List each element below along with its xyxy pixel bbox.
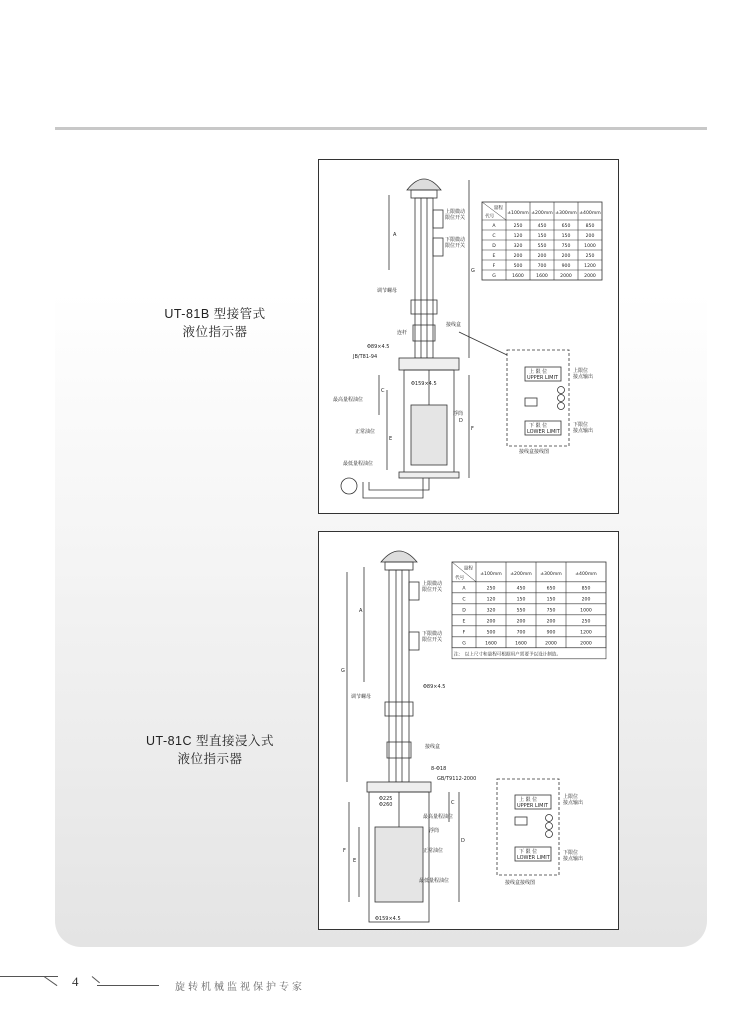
dim-d: D	[461, 838, 465, 844]
footer-tick-right	[92, 976, 100, 983]
product-title-line2: 液位指示器	[182, 325, 248, 339]
wiring-lower-cn: 下 限 位	[529, 423, 548, 429]
callout-max-level: 最高量程油位	[423, 814, 454, 820]
callout-normal-level: 正常油位	[423, 848, 444, 854]
table-cell: 200	[516, 619, 526, 625]
table-header: ±300mm	[555, 210, 577, 216]
callout-standard: GB/T9112-2000	[437, 776, 477, 782]
dim-e: E	[353, 858, 357, 864]
drawing-ut81b	[318, 159, 619, 514]
table-cell: E	[492, 253, 496, 259]
dim-f: F	[343, 848, 346, 854]
header-rule	[55, 127, 707, 130]
table-cell: 2000	[580, 641, 592, 647]
table-cell: G	[462, 641, 466, 647]
table-cell: 550	[516, 608, 526, 614]
table-cell: 120	[513, 233, 523, 239]
product-title-line1: UT-81B 型接管式	[164, 307, 266, 321]
callout-min-level: 最低量程油位	[419, 878, 450, 884]
table-corner-top: 量程	[463, 566, 473, 572]
table-cell: 1600	[536, 273, 548, 279]
callout-holes: 8-Φ18	[431, 766, 447, 772]
table-cell: 250	[486, 586, 496, 592]
table-cell: 200	[546, 619, 556, 625]
table-cell: F	[492, 263, 496, 269]
dim-a: A	[359, 608, 363, 614]
table-cell: E	[462, 619, 466, 625]
spec-table	[452, 562, 606, 659]
table-cell: 650	[561, 223, 571, 229]
table-cell: 120	[486, 597, 496, 603]
footer-rule-left	[0, 976, 58, 977]
callout-adjust-nut: 调节螺母	[351, 694, 372, 700]
table-cell: 750	[561, 243, 571, 249]
wiring-upper-cn: 上 限 位	[519, 797, 538, 803]
wiring-upper-cn: 上 限 位	[529, 369, 548, 375]
callout-phi159: Φ159×4.5	[411, 381, 437, 387]
table-cell: 1200	[584, 263, 596, 269]
product-title-ut81c	[130, 732, 290, 768]
table-cell: 150	[537, 233, 547, 239]
table-cell: F	[462, 630, 466, 636]
technical-drawing-ut81c	[319, 532, 618, 929]
table-cell: 650	[546, 586, 556, 592]
table-cell: 1600	[485, 641, 497, 647]
callout-lower-switch: 下限微动限位开关	[445, 237, 466, 249]
table-corner-bottom: 代号	[485, 214, 495, 220]
table-cell: 900	[561, 263, 571, 269]
wiring-lower-output: 下限位接点输出	[563, 850, 584, 862]
table-cell: 1200	[580, 630, 592, 636]
footer-rule-right	[97, 985, 159, 986]
table-cell: 320	[513, 243, 523, 249]
table-cell: 250	[585, 253, 595, 259]
wiring-title: 接线盒接线图	[505, 880, 536, 886]
product-title-line1: UT-81C 型直接浸入式	[145, 734, 275, 748]
table-cell: 700	[537, 263, 547, 269]
technical-drawing-ut81b	[319, 160, 618, 513]
dim-f: F	[471, 426, 474, 432]
table-cell: C	[492, 233, 496, 239]
wiring-title: 接线盒接线图	[519, 449, 550, 455]
table-cell: 200	[581, 597, 591, 603]
dim-c: C	[451, 800, 455, 806]
table-header: ±200mm	[531, 210, 553, 216]
table-cell: D	[492, 243, 496, 249]
spec-table	[482, 202, 602, 280]
dim-c: C	[381, 388, 385, 394]
table-cell: 2000	[584, 273, 596, 279]
table-cell: 200	[486, 619, 496, 625]
wiring-upper-en: UPPER LIMIT	[517, 803, 549, 809]
table-cell: A	[462, 586, 466, 592]
dim-a: A	[393, 232, 397, 238]
callout-phi225: Φ225	[379, 796, 393, 802]
callout-standard: JB/T81-94	[353, 354, 378, 360]
callout-lower-switch: 下限微动限位开关	[422, 631, 443, 643]
table-corner-bottom: 代号	[455, 575, 465, 581]
table-cell: C	[462, 597, 466, 603]
table-header: ±300mm	[540, 572, 562, 578]
table-corner-top: 量程	[493, 205, 503, 211]
table-cell: 450	[516, 586, 526, 592]
table-cell: 150	[546, 597, 556, 603]
table-header: ±400mm	[575, 572, 597, 578]
table-cell: 700	[516, 630, 526, 636]
table-cell: 1600	[515, 641, 527, 647]
drawing-ut81c	[318, 531, 619, 930]
table-cell: 550	[537, 243, 547, 249]
callout-normal-level: 正常油位	[355, 429, 376, 435]
wiring-upper-en: UPPER LIMIT	[527, 375, 559, 381]
table-cell: 750	[546, 608, 556, 614]
table-cell: G	[492, 273, 496, 279]
callout-phi89: Φ89×4.5	[367, 344, 390, 350]
wiring-lower-cn: 下 限 位	[519, 849, 538, 855]
dim-g: G	[471, 268, 475, 274]
table-cell: 200	[513, 253, 523, 259]
table-cell: 150	[561, 233, 571, 239]
table-cell: 250	[581, 619, 591, 625]
callout-float: 浮筒	[429, 828, 440, 834]
callout-junction-box: 接线盒	[446, 322, 462, 328]
table-cell: 200	[537, 253, 547, 259]
callout-phi89: Φ89×4.5	[423, 684, 446, 690]
table-cell: 1000	[580, 608, 592, 614]
table-cell: 200	[585, 233, 595, 239]
table-cell: 150	[516, 597, 526, 603]
table-cell: A	[492, 223, 496, 229]
wiring-upper-output: 上限位接点输出	[563, 794, 584, 806]
table-cell: 200	[561, 253, 571, 259]
callout-adjust-nut: 调节螺母	[377, 288, 398, 294]
callout-junction-box: 接线盒	[425, 744, 441, 750]
wiring-lower-en: LOWER LIMIT	[527, 429, 560, 435]
dim-e: E	[389, 436, 393, 442]
dim-g: G	[341, 668, 345, 674]
table-cell: 500	[486, 630, 496, 636]
callout-rod: 连杆	[397, 330, 408, 336]
table-header: ±100mm	[480, 572, 502, 578]
product-title-ut81b	[140, 305, 290, 341]
wiring-upper-output: 上限位接点输出	[573, 368, 594, 380]
footer-tagline: 旋转机械监视保护专家	[175, 982, 305, 993]
product-title-line2: 液位指示器	[177, 752, 243, 766]
table-cell: 320	[486, 608, 496, 614]
wiring-lower-en: LOWER LIMIT	[517, 855, 550, 861]
page-number: 4	[72, 974, 79, 989]
table-cell: 450	[537, 223, 547, 229]
table-cell: 500	[513, 263, 523, 269]
callout-min-level: 最低量程油位	[343, 461, 374, 467]
table-cell: 850	[585, 223, 595, 229]
callout-max-level: 最高量程油位	[333, 397, 364, 403]
callout-float: 浮筒	[453, 411, 464, 417]
table-cell: 250	[513, 223, 523, 229]
callout-phi159: Φ159×4.5	[375, 916, 401, 922]
table-header: ±200mm	[510, 572, 532, 578]
wiring-lower-output: 下限位接点输出	[573, 422, 594, 434]
table-note: 注： 以上尺寸和量程可根据用户需要予以设计制造。	[454, 652, 562, 658]
table-cell: 2000	[560, 273, 572, 279]
table-cell: 850	[581, 586, 591, 592]
table-cell: 2000	[545, 641, 557, 647]
table-header: ±100mm	[507, 210, 529, 216]
callout-upper-switch: 上限微动限位开关	[445, 209, 466, 221]
callout-phi260: Φ260	[379, 802, 393, 808]
table-cell: D	[462, 608, 466, 614]
table-cell: 1600	[512, 273, 524, 279]
table-header: ±400mm	[579, 210, 601, 216]
table-cell: 900	[546, 630, 556, 636]
table-cell: 1000	[584, 243, 596, 249]
footer-tick-left	[44, 976, 58, 986]
callout-upper-switch: 上限微动限位开关	[422, 581, 443, 593]
dim-d: D	[459, 418, 463, 424]
